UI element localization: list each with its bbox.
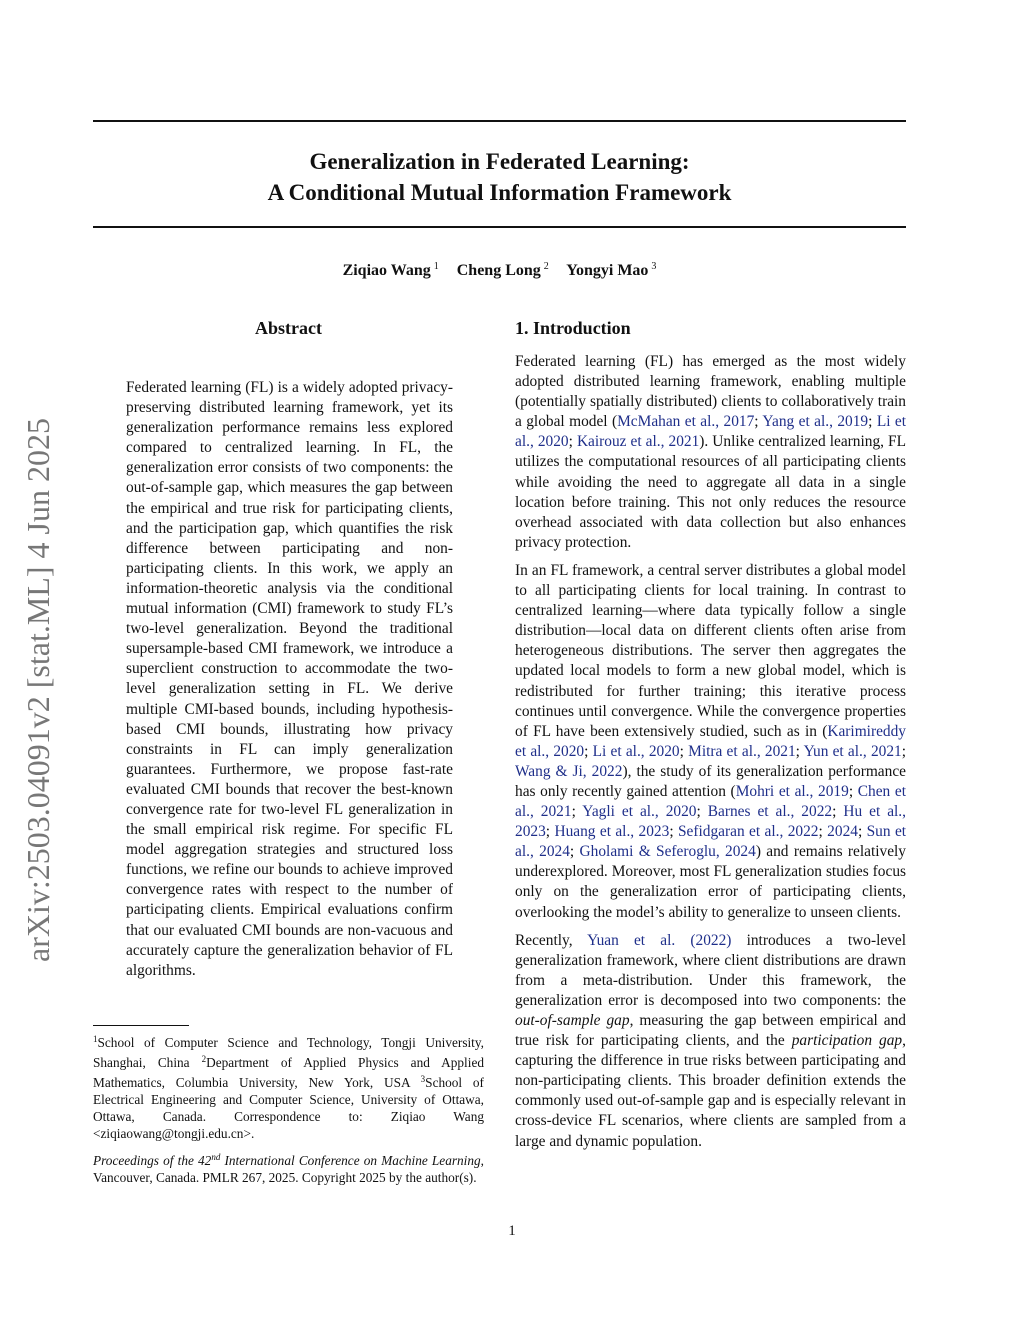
text-run: ; <box>818 823 828 841</box>
footnote-mark: 2 <box>201 1054 207 1064</box>
text-run: Recently, <box>515 931 588 949</box>
citation-link[interactable]: Yang et al., 2019 <box>762 413 869 431</box>
citation-link[interactable]: Hu et al., 2023 <box>515 803 907 841</box>
text-run: ; <box>857 823 867 841</box>
author-affiliation-mark: 3 <box>651 261 657 272</box>
text-run: In an FL framework, a central server distributes a global model to all participating clients for local training. In contrast to centralized learning—where data typically follow a single distribution—local data on different clients often arise from heterogeneous distributions. The server then aggregates the updated local models to form a new global model, which is redistributed for further training; this iterative process continues until convergence. While the convergence properties of FL have been extensively studied, such as in ( <box>515 561 906 740</box>
text-run: ; <box>868 413 877 431</box>
proceedings-ordinal: nd <box>211 1152 221 1162</box>
citation-link[interactable]: Yun et al., 2021 <box>803 742 902 760</box>
citation-link[interactable]: Gholami & Seferoglu, 2024 <box>579 843 756 861</box>
emphasis-term: participation gap <box>791 1032 903 1050</box>
text-run: ; <box>832 803 844 821</box>
author-affiliation-mark: 2 <box>543 261 549 272</box>
text-run: , measuring the gap between empirical and true risk for participating clients, and the <box>515 1012 906 1050</box>
proceedings-conference: International Conference on Machine Learning <box>220 1153 481 1168</box>
citation-link[interactable]: McMahan et al., 2017 <box>617 413 755 431</box>
paragraph <box>515 561 906 923</box>
text-run: ). Unlike centralized learning, FL utilizes the computational resources of all participating clients while avoiding the need to aggregate all data in a single location before training. This not only reduces the resource overhead associated with data collection but also enhances privacy protection. <box>515 433 907 551</box>
footnote-text: Department of Applied Physics and Applied Mathematics, Columbia University, New York, USA <box>93 1055 484 1090</box>
citation-link[interactable]: Yagli et al., 2020 <box>582 803 697 821</box>
text-run: introduces a two-level generalization framework, where client distributions are drawn from a meta-distribution. Under this framework, the generalization error is decomposed into two components: the <box>515 931 906 1009</box>
introduction-body <box>515 352 906 1160</box>
proceedings-number: 42 <box>198 1153 212 1168</box>
proceedings-prefix: Proceedings of the <box>93 1153 199 1168</box>
paragraph <box>515 931 906 1152</box>
text-run: ) and remains relatively underexplored. Moreover, most FL generalization studies focus only on the generalization error of participating clients, overlooking the model’s ability to generalize to unseen clients. <box>515 843 906 921</box>
footnote-mark: 1 <box>93 1034 98 1044</box>
arxiv-identifier-stamp: arXiv:2503.04091v2 [stat.ML] 4 Jun 2025 <box>20 418 56 962</box>
author-name: Yongyi Mao <box>566 262 649 279</box>
text-run: ; <box>568 433 577 451</box>
footnote-text: School of Computer Science and Technology, Tongji University, Shanghai, China <box>93 1035 484 1070</box>
footnote-mark: 3 <box>420 1074 426 1084</box>
author-name: Cheng Long <box>456 262 541 279</box>
citation-link[interactable]: Li et al., 2020 <box>515 413 907 451</box>
text-run: ; <box>669 823 678 841</box>
author-affiliation-mark: 1 <box>433 261 439 272</box>
text-run: ; <box>545 823 555 841</box>
proceedings-note <box>93 1149 484 1186</box>
citation-link[interactable]: 2024 <box>827 823 858 841</box>
text-run: ), the study of its generalization performance has only recently gained attention ( <box>515 762 906 800</box>
title-line-2: A Conditional Mutual Information Framework <box>267 180 732 205</box>
text-run: ; <box>754 413 763 431</box>
title-rule-bottom <box>93 226 906 228</box>
citation-link[interactable]: Karimireddy et al., 2020 <box>515 722 906 760</box>
text-run: ; <box>571 803 583 821</box>
author-list <box>93 261 906 280</box>
section-heading-introduction: 1. Introduction <box>515 318 631 338</box>
proceedings-rest: , Vancouver, Canada. PMLR 267, 2025. Copyright 2025 by the author(s). <box>93 1153 484 1185</box>
paragraph <box>515 352 906 553</box>
citation-link[interactable]: Mohri et al., 2019 <box>735 782 849 800</box>
abstract-heading: Abstract <box>255 318 322 338</box>
citation-link[interactable]: Barnes et al., 2022 <box>707 803 833 821</box>
citation-link[interactable]: Chen et al., 2021 <box>515 782 906 821</box>
title-rule-top <box>93 120 906 122</box>
citation-link[interactable]: Yuan et al. (2022) <box>587 931 732 949</box>
paper-title <box>93 146 906 208</box>
text-run: ; <box>569 843 580 861</box>
text-run: ; <box>848 782 858 800</box>
text-run: Federated learning (FL) has emerged as the most widely adopted distributed learning framework, enabling multiple (potentially spatially distributed) clients to collaboratively train a global model ( <box>515 353 906 431</box>
citation-link[interactable]: Li et al., 2020 <box>592 742 680 760</box>
footnote-text: School of Electrical Engineering and Computer Science, University of Ottawa, Ottawa, Canada. Correspondence to: Ziqiao Wang <ziqiaowang@tongji.edu.cn>. <box>93 1075 484 1141</box>
page-number: 1 <box>508 1223 516 1239</box>
citation-link[interactable]: Mitra et al., 2021 <box>688 742 796 760</box>
affiliation-footnote <box>93 1031 484 1142</box>
abstract-text: Federated learning (FL) is a widely adopted privacy-preserving distributed learning framework, yet its generalization performance remains less explored compared to centralized learning. In FL, the generalization error consists of two components: the out-of-sample gap, which measures the gap between the empirical and true risk for participating clients, and the participation gap, which quantifies the risk difference between participating and non-participating clients. In this work, we apply an information-theoretic analysis via the conditional mutual information (CMI) framework to study FL’s two-level generalization. Beyond the traditional supersample-based CMI framework, we introduce a superclient construction to accommodate the two-level generalization setting in FL. We derive multiple CMI-based bounds, including hypothesis-based CMI bounds, illustrating how privacy constraints in FL can imply generalization guarantees. Furthermore, we propose fast-rate evaluated CMI bounds that recover the best-known convergence rate for two-level FL generalization in the small empirical risk regime. For specific FL model aggregation strategies and structured loss functions, we refine our bounds to achieve improved convergence rates with respect to the number of participating clients. Empirical evaluations confirm that our evaluated CMI bounds are non-vacuous and accurately capture the generalization behavior of FL algorithms. <box>126 379 453 979</box>
text-run: ; <box>696 803 708 821</box>
text-run: , capturing the difference in true risks between participating and non-participating clients. This broader definition extends the commonly used out-of-sample gap and is especially relevant in cross-device FL scenarios, where clients are sampled from a large and dynamic population. <box>515 1032 906 1150</box>
citation-link[interactable]: Sun et al., 2024 <box>515 823 907 861</box>
title-line-1: Generalization in Federated Learning: <box>309 149 690 174</box>
citation-link[interactable]: Sefidgaran et al., 2022 <box>678 823 819 841</box>
emphasis-term: out-of-sample gap <box>515 1012 630 1029</box>
text-run: ; <box>584 742 593 760</box>
citation-link[interactable]: Wang & Ji, 2022 <box>515 762 623 780</box>
author-name: Ziqiao Wang <box>342 262 431 279</box>
text-run: ; <box>901 742 907 760</box>
footnote-separator <box>93 1025 189 1026</box>
citation-link[interactable]: Kairouz et al., 2021 <box>576 433 700 451</box>
text-run: ; <box>795 742 804 760</box>
citation-link[interactable]: Huang et al., 2023 <box>554 823 670 841</box>
text-run: ; <box>679 742 689 760</box>
